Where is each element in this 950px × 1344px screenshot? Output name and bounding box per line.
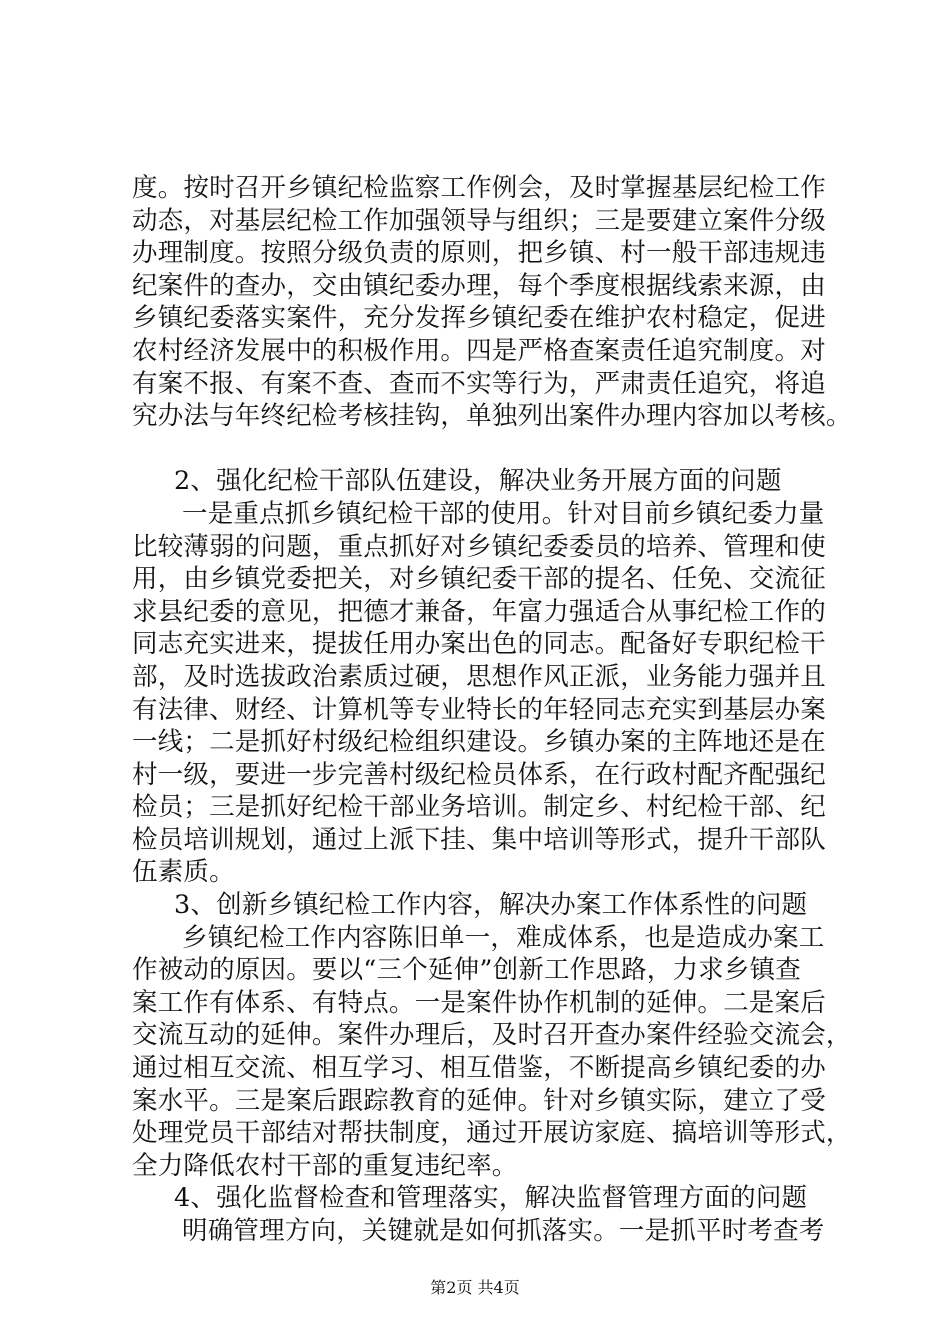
text-line: 度。按时召开乡镇纪检监察工作例会，及时掌握基层纪检工作 [132, 173, 826, 203]
text-line: 比较薄弱的问题，重点抓好对乡镇纪委委员的培养、管理和使 [132, 531, 826, 562]
text-line: 农村经济发展中的积极作用。四是严格查案责任追究制度。对 [132, 335, 826, 366]
text-line: 村一级，要进一步完善村级纪检员体系，在行政村配齐配强纪 [132, 759, 826, 790]
text-line: 纪案件的查办，交由镇纪委办理，每个季度根据线索来源，由 [132, 270, 826, 301]
text-line: 一是重点抓乡镇纪检干部的使用。针对目前乡镇纪委力量 [182, 498, 825, 529]
text-line: 究办法与年终纪检考核挂钩，单独列出案件办理内容加以考核。 [132, 401, 852, 432]
text-line: 一线；二是抓好村级纪检组织建设。乡镇办案的主阵地还是在 [132, 727, 826, 758]
text-line: 案水平。三是案后跟踪教育的延伸。针对乡镇实际，建立了受 [132, 1085, 826, 1116]
text-line: 检员；三是抓好纪检干部业务培训。制定乡、村纪检干部、纪 [132, 792, 826, 823]
text-line: 伍素质。 [132, 857, 235, 888]
section-heading: 2、强化纪检干部队伍建设，解决业务开展方面的问题 [174, 466, 782, 497]
text-line: 通过相互交流、相互学习、相互借鉴，不断提高乡镇纪委的办 [132, 1053, 826, 1084]
text-line: 动态，对基层纪检工作加强领导与组织；三是要建立案件分级 [132, 205, 826, 236]
text-line: 有法律、财经、计算机等专业特长的年轻同志充实到基层办案 [132, 694, 826, 725]
text-line: 部，及时选拔政治素质过硬，思想作风正派，业务能力强并且 [132, 661, 826, 692]
document-body [132, 172, 852, 1248]
text-line: 检员培训规划，通过上派下挂、集中培训等形式，提升干部队 [132, 824, 826, 855]
paragraph-gap [132, 433, 852, 466]
text-line: 有案不报、有案不查、查而不实等行为，严肃责任追究，将追 [132, 368, 826, 399]
text-line: 明确管理方向，关键就是如何抓落实。一是抓平时考查考 [182, 1216, 825, 1246]
text-line: 案工作有体系、有特点。一是案件协作机制的延伸。二是案后 [132, 987, 826, 1018]
page-footer: 第2页 共4页 [430, 1278, 520, 1297]
text-line: 同志充实进来，提拔任用办案出色的同志。配备好专职纪检干 [132, 629, 826, 660]
text-line: 求县纪委的意见，把德才兼备，年富力强适合从事纪检工作的 [132, 596, 826, 627]
text-line: 用，由乡镇党委把关，对乡镇纪委干部的提名、任免、交流征 [132, 564, 826, 595]
text-line: 处理党员干部结对帮扶制度，通过开展访家庭、搞培训等形式， [132, 1118, 852, 1149]
section-heading: 4、强化监督检查和管理落实，解决监督管理方面的问题 [174, 1183, 808, 1214]
text-line: 乡镇纪委落实案件，充分发挥乡镇纪委在维护农村稳定，促进 [132, 303, 826, 334]
text-line: 办理制度。按照分级负责的原则，把乡镇、村一般干部违规违 [132, 238, 826, 269]
text-line: 作被动的原因。要以“三个延伸”创新工作思路，力求乡镇查 [132, 955, 801, 986]
text-line: 乡镇纪检工作内容陈旧单一，难成体系，也是造成办案工 [182, 922, 825, 953]
text-line: 交流互动的延伸。案件办理后，及时召开查办案件经验交流会， [132, 1020, 852, 1051]
section-heading: 3、创新乡镇纪检工作内容，解决办案工作体系性的问题 [174, 890, 808, 921]
text-line: 全力降低农村干部的重复违纪率。 [132, 1150, 518, 1181]
